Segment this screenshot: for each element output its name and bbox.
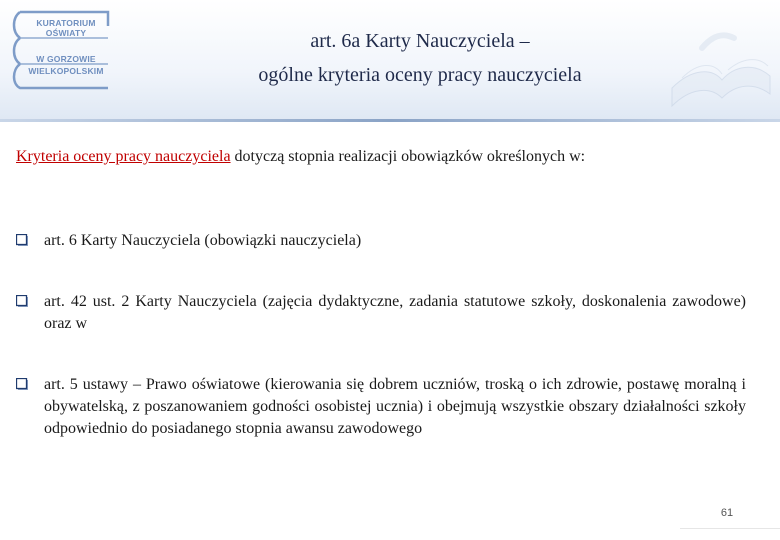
- intro-rest: dotyczą stopnia realizacji obowiązków określonych w:: [230, 148, 586, 165]
- slide-header: [0, 0, 780, 120]
- logo-line-4: WIELKOPOLSKIM: [28, 66, 104, 76]
- intro-paragraph: [16, 146, 748, 167]
- logo-line-2: OŚWIATY: [45, 28, 87, 38]
- logo-line-1: KURATORIUM: [36, 18, 96, 28]
- checkbox-bullet-icon: [16, 378, 29, 391]
- list-item-text: art. 6 Karty Nauczyciela (obowiązki nauczyciela): [44, 232, 362, 249]
- slide-title-line-1: art. 6a Karty Nauczyciela –: [310, 30, 530, 52]
- checkbox-bullet-icon: [16, 295, 29, 308]
- list-item-text: art. 42 ust. 2 Karty Nauczyciela (zajęcia dydaktyczne, zadania statutowe szkoły, doskonalenia zawodowe) oraz w: [44, 293, 746, 332]
- kuratorium-logo: [6, 8, 114, 90]
- header-divider: [0, 119, 780, 122]
- logo-line-3: W GORZOWIE: [36, 54, 96, 64]
- footer-divider: [680, 528, 780, 529]
- checkbox-bullet-icon: [16, 234, 29, 247]
- page-number: 61: [720, 507, 734, 519]
- criteria-highlight: Kryteria oceny pracy nauczyciela: [16, 148, 231, 165]
- slide-title-line-2: ogólne kryteria oceny pracy nauczyciela: [258, 64, 582, 86]
- list-item-text: art. 5 ustawy – Prawo oświatowe (kierowania się dobrem uczniów, troską o ich zdrowie, postawę moralną i obywatelską, z poszanowaniem godności osobistej ucznia) i obejmują wszystkie obszary działalności szkoły odpowiednio do posiadanego stopnia awansu zawodowego: [44, 376, 746, 437]
